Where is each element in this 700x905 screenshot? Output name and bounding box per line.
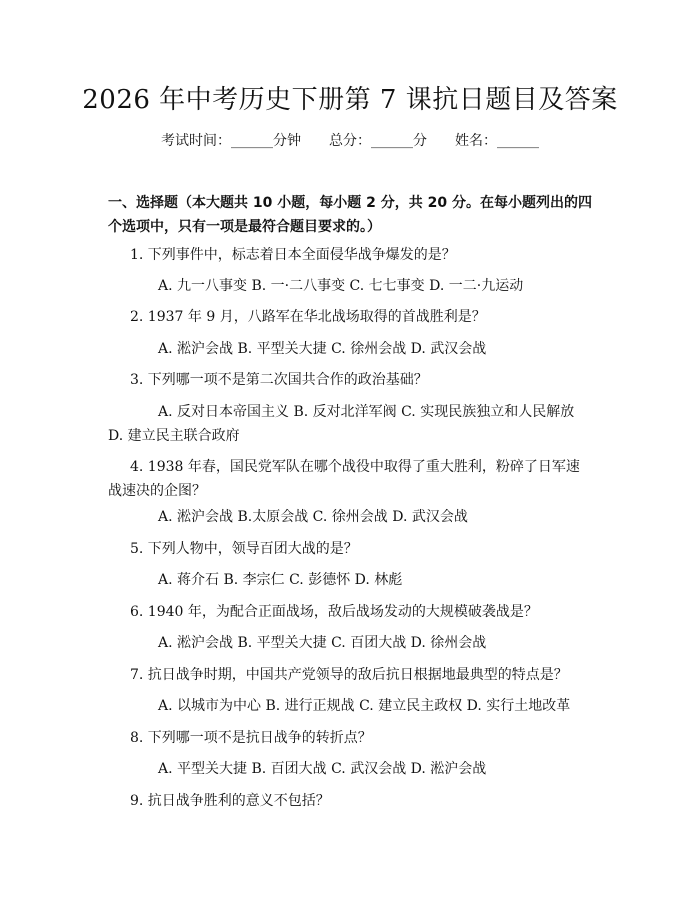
question-3-options: A. 反对日本帝国主义 B. 反对北洋军阀 C. 实现民族独立和人民解放 D. 建立民主联合政府: [108, 404, 575, 444]
question-8-options: A. 平型关大捷 B. 百团大战 C. 武汉会战 D. 淞沪会战: [158, 761, 487, 777]
section-heading: 一、选择题（本大题共 10 小题，每小题 2 分，共 20 分。在每小题列出的四个选项中，只有一项是最符合题目要求的。）: [108, 195, 592, 235]
question-8-stem: 8. 下列哪一项不是抗日战争的转折点？: [130, 730, 372, 746]
question-5-stem: 5. 下列人物中，领导百团大战的是？: [130, 541, 358, 557]
total-score-field: 总分：______分: [329, 133, 427, 149]
question-6-stem: 6. 1940 年，为配合正面战场，敌后战场发动的大规模破袭战是？: [130, 604, 538, 620]
question-2-options: A. 淞沪会战 B. 平型关大捷 C. 徐州会战 D. 武汉会战: [158, 341, 487, 357]
question-2-stem: 2. 1937 年 9 月，八路军在华北战场取得的首战胜利是？: [130, 309, 486, 325]
question-4-stem: 4. 1938 年春，国民党军队在哪个战役中取得了重大胜利，粉碎了日军速战速决的企图？: [108, 459, 580, 499]
question-7-stem: 7. 抗日战争时期，中国共产党领导的敌后抗日根据地最典型的特点是？: [130, 667, 568, 683]
exam-meta: [0, 130, 700, 152]
question-1-options: A. 九一八事变 B. 一·二八事变 C. 七七事变 D. 一二·九运动: [158, 278, 524, 294]
question-5-options: A. 蒋介石 B. 李宗仁 C. 彭德怀 D. 林彪: [158, 572, 403, 588]
question-1-stem: 1. 下列事件中，标志着日本全面侵华战争爆发的是？: [130, 247, 456, 263]
question-7-options: A. 以城市为中心 B. 进行正规战 C. 建立民主政权 D. 实行土地改革: [158, 698, 571, 714]
page-title: 2026 年中考历史下册第 7 课抗日题目及答案: [82, 85, 618, 115]
question-6-options: A. 淞沪会战 B. 平型关大捷 C. 百团大战 D. 徐州会战: [158, 635, 487, 651]
exam-time-field: 考试时间：______分钟: [161, 133, 301, 149]
student-name-field: 姓名：______: [455, 133, 539, 149]
question-3-stem: 3. 下列哪一项不是第二次国共合作的政治基础？: [130, 372, 428, 388]
question-4-options: A. 淞沪会战 B.太原会战 C. 徐州会战 D. 武汉会战: [158, 509, 468, 525]
question-9-stem: 9. 抗日战争胜利的意义不包括？: [130, 793, 330, 809]
